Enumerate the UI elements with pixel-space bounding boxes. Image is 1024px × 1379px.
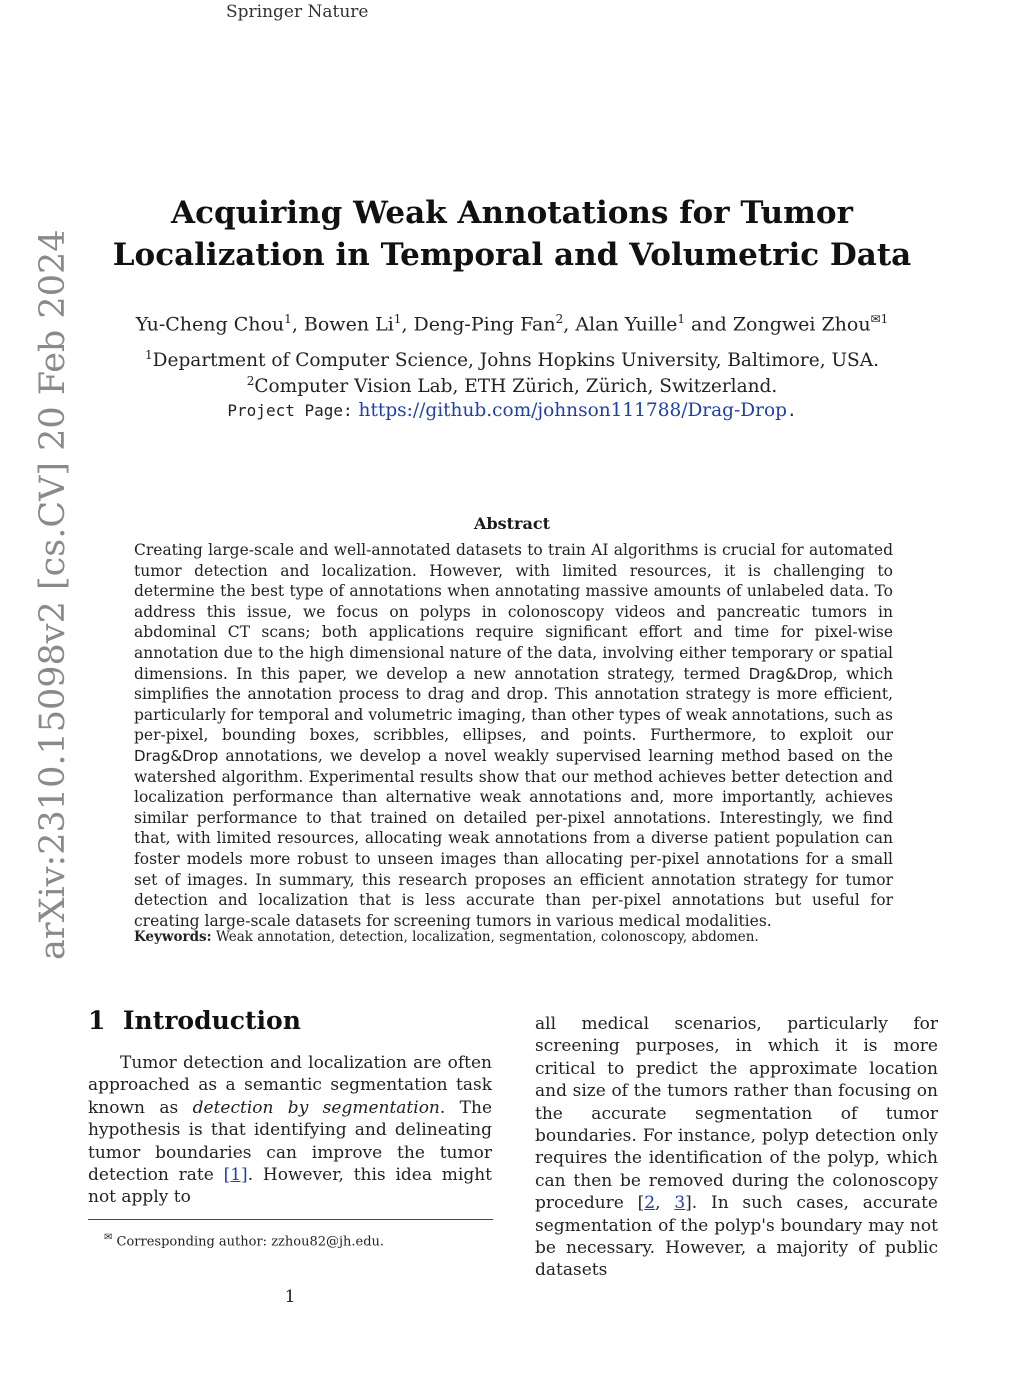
author-name: Alan Yuille (575, 313, 678, 336)
citation-link[interactable]: 3 (674, 1193, 686, 1214)
citation-link[interactable]: [1] (223, 1165, 248, 1186)
project-page: Project Page: https://github.com/johnson111788/Drag-Drop. (227, 400, 797, 421)
title-line-1: Acquiring Weak Annotations for Tumor (171, 195, 853, 231)
method-term: Drag&Drop (748, 664, 833, 683)
mail-icon: ✉1 (870, 312, 889, 326)
project-page-link[interactable]: https://github.com/johnson111788/Drag-Drop (358, 400, 787, 421)
section-title: Introduction (122, 1006, 301, 1035)
footnote: ✉ Corresponding author: zzhou82@jh.edu. (104, 1232, 385, 1250)
section-number: 1 (88, 1006, 106, 1035)
keywords-label: Keywords: (134, 929, 212, 945)
footnote-divider (88, 1219, 493, 1220)
keywords-text: Weak annotation, detection, localization, segmentation, colonoscopy, abdomen. (215, 929, 759, 945)
intro-left-column: Tumor detection and localization are often approached as a semantic segmentation task known as detection by segmentation. The hypothesis is that identifying and delineating tumor boundaries can improve the tumor detection rate [1]. However, this idea might not apply to (88, 1053, 493, 1208)
author-name: Bowen Li (303, 313, 394, 336)
project-page-label: Project Page: (227, 401, 353, 420)
author-name: Zongwei Zhou (732, 313, 871, 336)
author-name: Deng-Ping Fan (413, 313, 556, 336)
affiliation-2: $^2$Computer Vision Lab, ETH Zürich, Zürich, Switzerland. (246, 374, 778, 398)
author-list: Yu-Cheng Chou$^1$, Bowen Li$^1$, Deng-Ping Fan$^2$, Alan Yuille$^1$ and Zongwei Zhou$^{✉1}$ (135, 312, 889, 336)
citation-link[interactable]: 2 (644, 1193, 656, 1214)
arxiv-stamp: arXiv:2310.15098v2 [cs.CV] 20 Feb 2024 (33, 229, 73, 960)
emphasis: detection by segmentation (192, 1097, 440, 1118)
intro-right-column: all medical scenarios, particularly for screening purposes, in which it is more critical to predict the approximate location and size of the tumors rather than focusing on the accurate segmentation of tumor boundaries. For instance, polyp detection only requires the identification of the polyp, which can then be removed during the colonoscopy procedure [2, 3]. In such cases, accurate segmentation of the polyp's boundary may not be necessary. However, a majority of public datasets (535, 1014, 938, 1281)
affiliation-1: $^1$Department of Computer Science, Johns Hopkins University, Baltimore, USA. (145, 348, 879, 372)
abstract-heading: Abstract (474, 514, 550, 533)
paper-title (60, 192, 964, 276)
mail-icon: ✉ (104, 1232, 113, 1243)
journal-header: Springer Nature (226, 2, 369, 22)
author-name: Yu-Cheng Chou (135, 313, 285, 336)
page-number: 1 (284, 1287, 296, 1307)
keywords (134, 929, 893, 945)
method-term: Drag&Drop (134, 746, 219, 765)
abstract-body: Creating large-scale and well-annotated datasets to train AI algorithms is crucial for automated tumor detection and localization. However, with limited resources, it is challenging to determine the best type of annotations when annotating massive amounts of unlabeled data. To address this issue, we focus on polyps in colonoscopy videos and pancreatic tumors in abdominal CT scans; both applications require significant effort and time for pixel-wise annotation due to the high dimensional nature of the data, involving either temporary or spatial dimensions. In this paper, we develop a new annotation strategy, termed Drag&Drop, which simplifies the annotation process to drag and drop. This annotation strategy is more efficient, particularly for temporal and volumetric imaging, than other types of weak annotations, such as per-pixel, bounding boxes, scribbles, ellipses, and points. Furthermore, to exploit our Drag&Drop annotations, we develop a novel weakly supervised learning method based on the watershed algorithm. Experimental results show that our method achieves better detection and localization performance than alternative weak annotations and, more importantly, achieves similar performance to that trained on detailed per-pixel annotations. Interestingly, we find that, with limited resources, allocating weak annotations from a diverse patient population can foster models more robust to unseen images than allocating per-pixel annotations for a small set of images. In summary, this research proposes an efficient annotation strategy for tumor detection and localization that is less accurate than per-pixel annotations but useful for creating large-scale datasets for screening tumors in various medical modalities. (134, 541, 893, 930)
title-line-2: Localization in Temporal and Volumetric Data (112, 237, 912, 273)
section-heading (88, 1006, 301, 1035)
